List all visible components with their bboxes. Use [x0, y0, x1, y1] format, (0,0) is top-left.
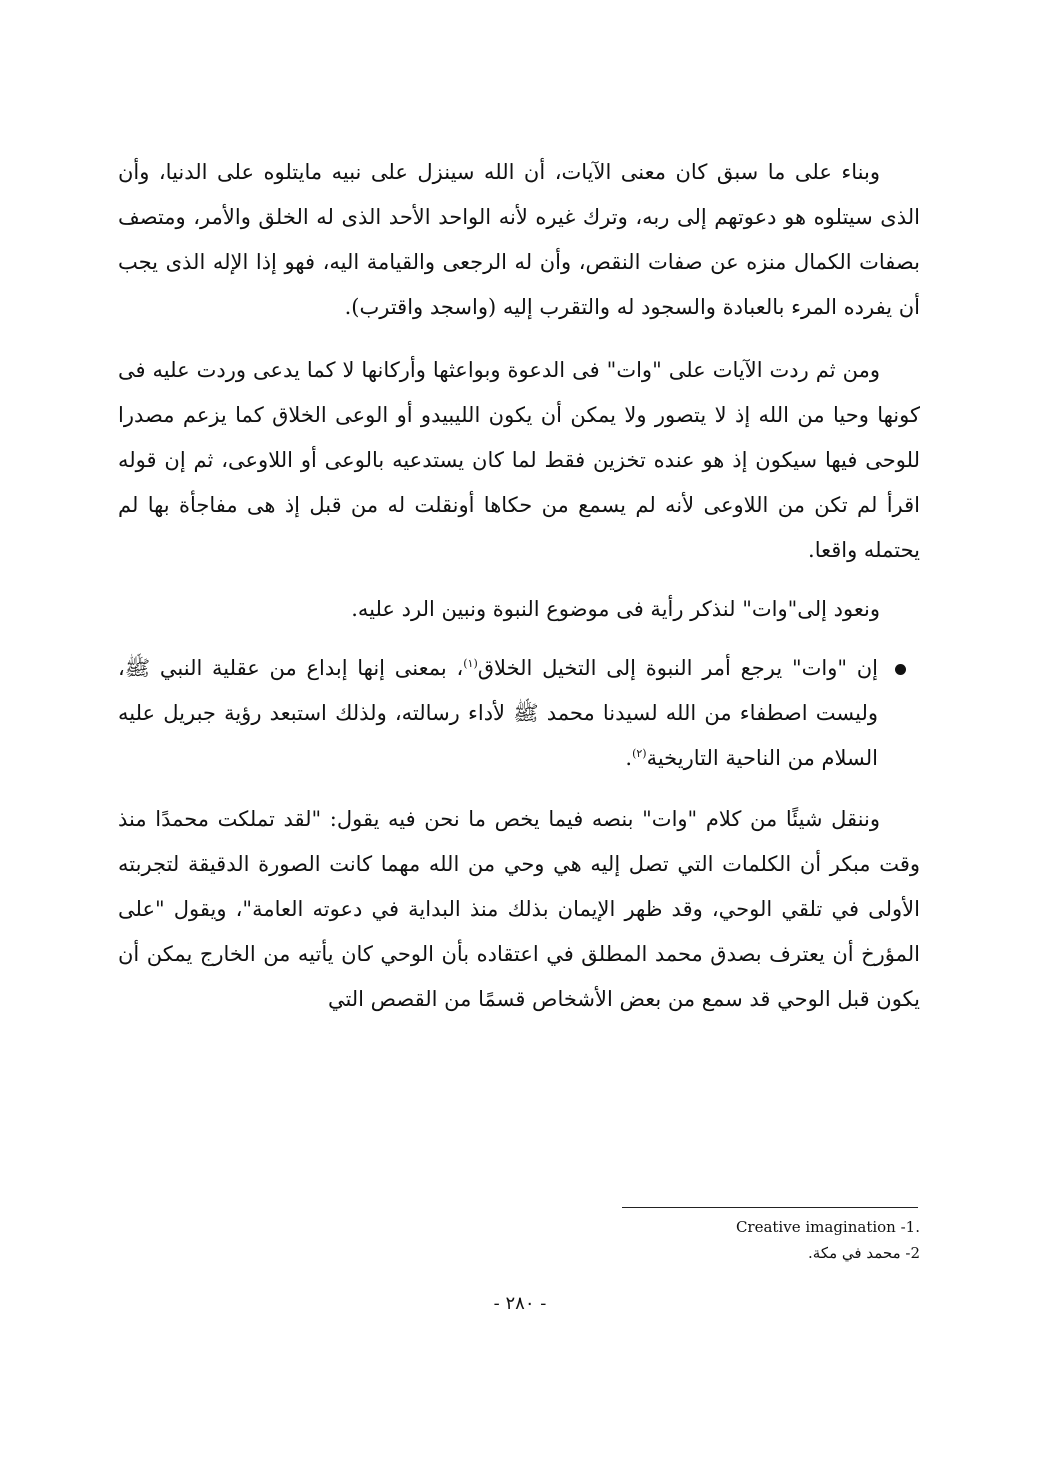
footnote-ref-2[interactable]: (٢): [632, 747, 647, 760]
bullet-text-part-3: .: [625, 746, 633, 770]
main-text: [118, 150, 920, 1022]
bullet-item: [118, 646, 920, 781]
paragraph-4: وننقل شيئًا من كلام "وات" بنصه فيما يخص ما نحن فيه يقول: "لقد تملكت محمدًا منذ وقت مبكر أن الكلمات التي تصل إليه هي وحي من الله مهما كانت الصورة الدقيقة لتجربته الأولى في تلقي الوحي، وقد ظهر الإيمان بذلك منذ البداية في دعوته العامة"، ويقول "على المؤرخ أن يعترف بصدق محمد المطلق في اعتقاده بأن الوحي كان يأتيه من الخارج يمكن أن يكون قبل الوحي قد سمع من بعض الأشخاص قسمًا من القصص التي: [118, 807, 920, 1011]
footnote-divider: [622, 1207, 918, 1208]
footnote-1: .Creative imagination -1: [735, 1218, 920, 1236]
paragraph-3: ونعود إلى"وات" لنذكر رأية فى موضوع النبوة ونبين الرد عليه.: [351, 597, 880, 621]
bullet-text: [118, 646, 878, 781]
bullet-text-part-1: إن "وات" يرجع أمر النبوة إلى التخيل الخلاق: [477, 656, 879, 680]
footnote-ref-1[interactable]: (١): [463, 657, 478, 670]
paragraph-1: وبناء على ما سبق كان معنى الآيات، أن الله سينزل على نبيه مايتلوه على الدنيا، وأن الذى سيتلوه هو دعوتهم إلى ربه، وترك غيره لأنه الواحد الأحد الذى له الخلق والأمر، ومتصف بصفات الكمال منزه عن صفات النقص، وأن له الرجعى والقيامة اليه، فهو إذا الإله الذى يجب أن يفرده المرء بالعبادة والسجود له والتقرب إليه (واسجد واقترب).: [118, 160, 920, 319]
footnote-2: 2- محمد في مكة.: [808, 1244, 920, 1262]
paragraph-2: ومن ثم ردت الآيات على "وات" فى الدعوة وبواعثها وأركانها لا كما يدعى وردت عليه فى كونها وحيا من الله إذ لا يتصور ولا يمكن أن يكون الليبيدو أو الوعى الخلاق كما يزعم مصدرا للوحى فيها سيكون إذ هو عنده تخزين فقط لما كان يستدعيه بالوعى أو اللاوعى، ثم إن قوله اقرأ لم تكن من اللاوعى لأنه لم يسمع من حكاها أونقلت له من قبل إذ هى مفاجأة بها لم يحتمله واقعا.: [118, 358, 921, 562]
bullet-icon: [895, 664, 906, 675]
bullet-text-part-2: ، بمعنى إنها إبداع من عقلية النبي ﷺ، وليست اصطفاء من الله لسيدنا محمد ﷺ لأداء رسالته، ولذلك استبعد رؤية جبريل عليه السلام من الناحية التاريخية: [118, 656, 878, 770]
page-number: - ٢٨٠ -: [493, 1293, 547, 1314]
footnotes: [620, 1214, 920, 1266]
